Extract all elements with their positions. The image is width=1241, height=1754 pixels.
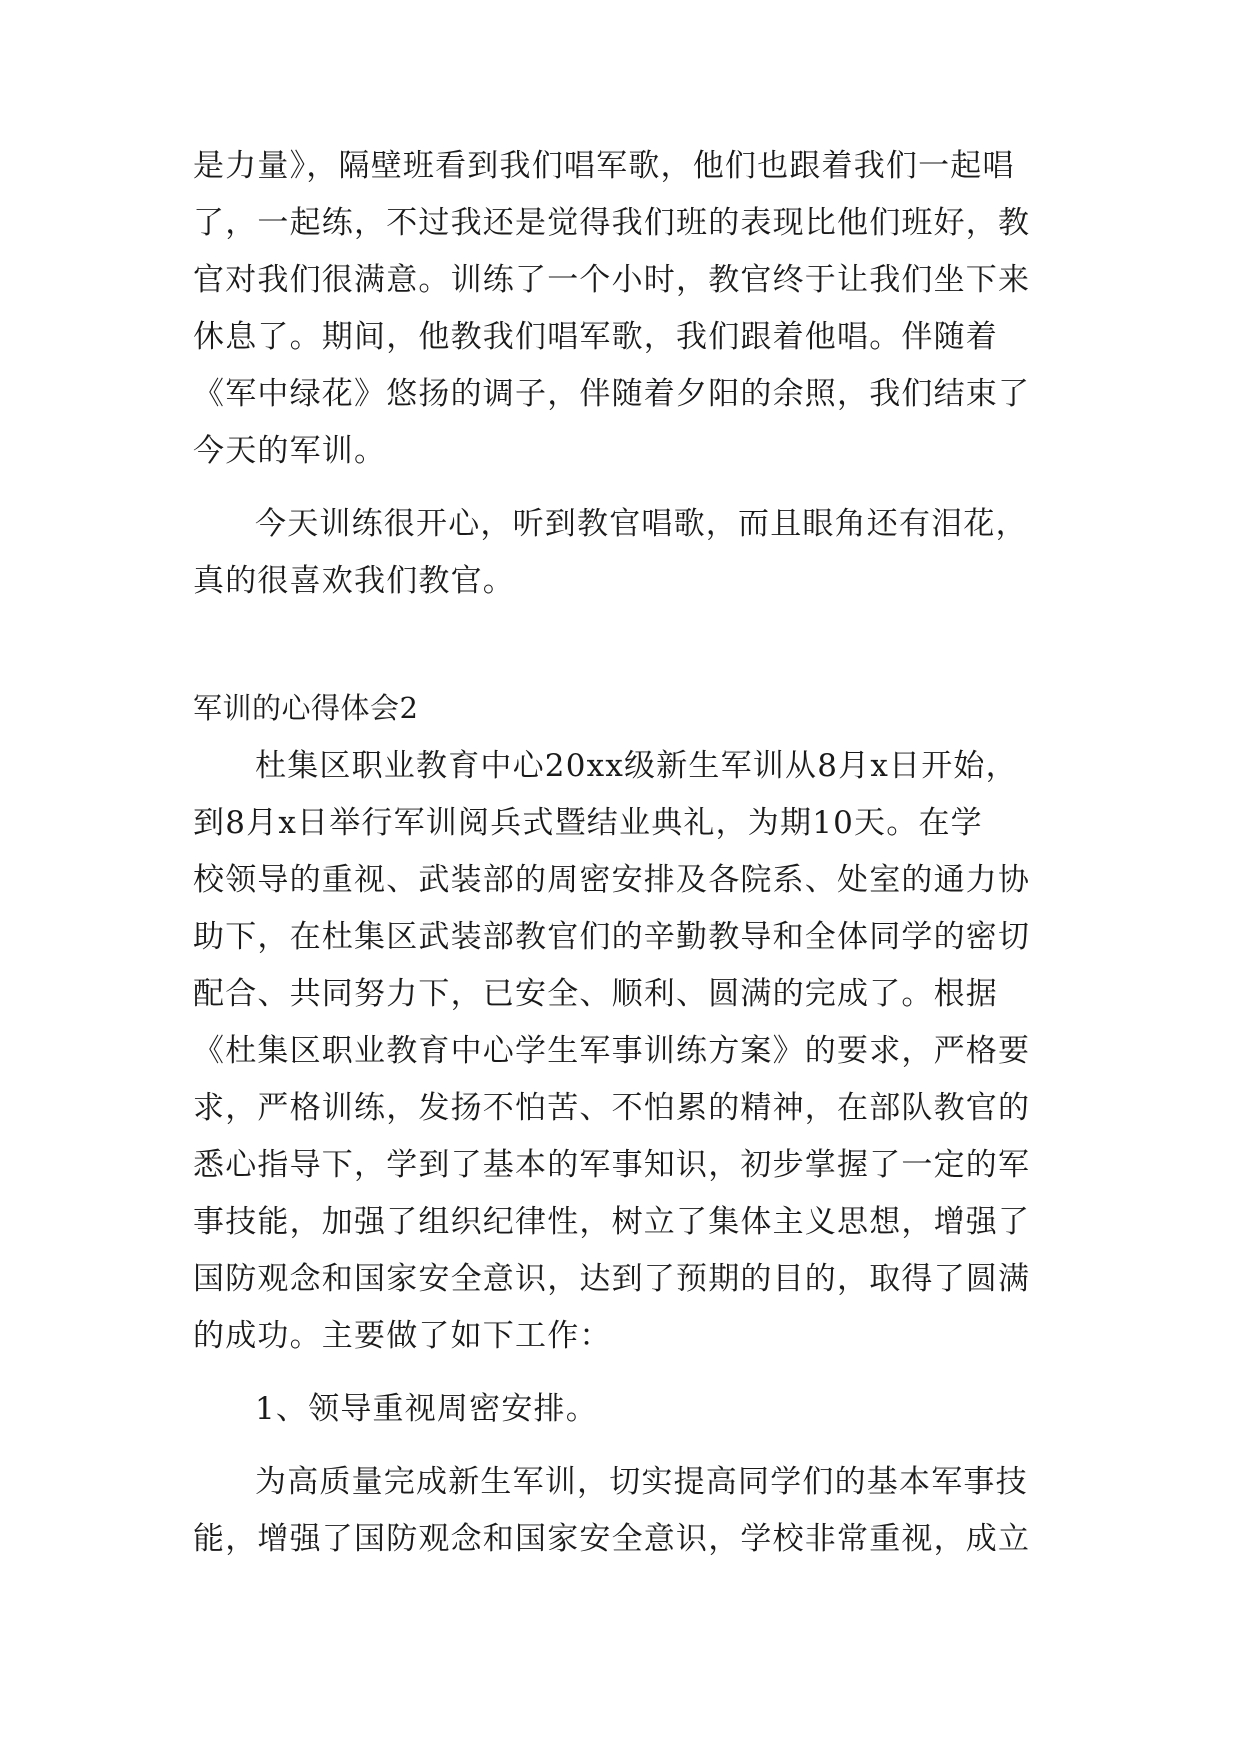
text-line: 杜集区职业教育中心20xx级新生军训从8月x日开始， <box>255 748 1018 784</box>
text-line: 休息了。期间，他教我们唱军歌，我们跟着他唱。伴随着 <box>193 319 998 355</box>
text-line: 真的很喜欢我们教官。 <box>193 563 515 599</box>
text-line: 配合、共同努力下，已安全、顺利、圆满的完成了。根据 <box>193 976 998 1012</box>
text-line: 国防观念和国家安全意识，达到了预期的目的，取得了圆满 <box>193 1261 1031 1297</box>
text-line: 事技能，加强了组织纪律性，树立了集体主义思想，增强了 <box>193 1204 1031 1240</box>
text-line: 助下，在杜集区武装部教官们的辛勤教导和全体同学的密切 <box>193 919 1031 955</box>
text-line: 校领导的重视、武装部的周密安排及各院系、处室的通力协 <box>193 862 1031 898</box>
text-line: 官对我们很满意。训练了一个小时，教官终于让我们坐下来 <box>193 262 1031 298</box>
text-line: 《杜集区职业教育中心学生军事训练方案》的要求，严格要 <box>193 1033 1031 1069</box>
text-line: 到8月x日举行军训阅兵式暨结业典礼，为期10天。在学 <box>193 805 983 841</box>
list-item: 1、领导重视周密安排。 <box>255 1391 598 1427</box>
section-title: 军训的心得体会2 <box>193 691 419 725</box>
text-line: 的成功。主要做了如下工作： <box>193 1318 612 1354</box>
text-line: 今天训练很开心，听到教官唱歌，而且眼角还有泪花， <box>255 506 1028 542</box>
text-line: 为高质量完成新生军训，切实提高同学们的基本军事技 <box>255 1464 1028 1500</box>
text-line: 能，增强了国防观念和国家安全意识，学校非常重视，成立 <box>193 1521 1031 1557</box>
text-line: 求，严格训练，发扬不怕苦、不怕累的精神，在部队教官的 <box>193 1090 1031 1126</box>
text-line: 今天的军训。 <box>193 433 387 469</box>
text-line: 了，一起练，不过我还是觉得我们班的表现比他们班好，教 <box>193 205 1031 241</box>
text-line: 《军中绿花》悠扬的调子，伴随着夕阳的余照，我们结束了 <box>193 376 1031 412</box>
text-line: 是力量》，隔壁班看到我们唱军歌，他们也跟着我们一起唱 <box>193 148 1015 184</box>
text-line: 悉心指导下，学到了基本的军事知识，初步掌握了一定的军 <box>193 1147 1031 1183</box>
